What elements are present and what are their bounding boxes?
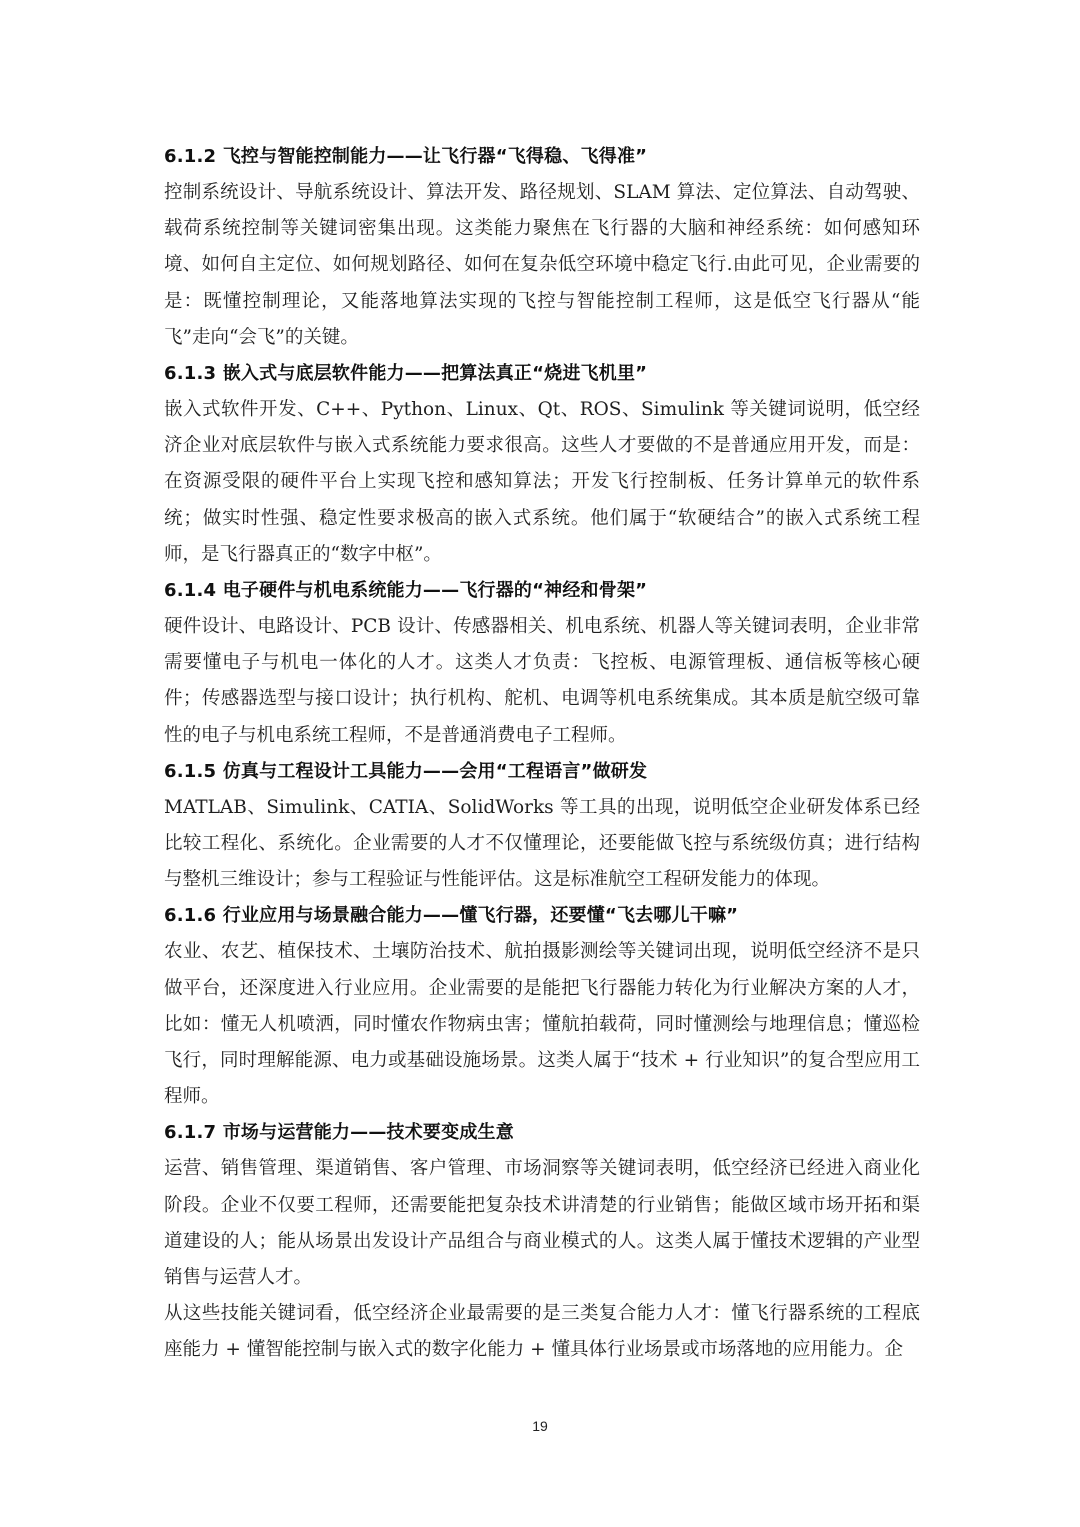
closing-paragraph: 从这些技能关键词看，低空经济企业最需要的是三类复合能力人才：懂飞行器系统的工程底座能力 + 懂智能控制与嵌入式的数字化能力 + 懂具体行业场景或市场落地的应用能力。企 <box>164 1303 920 1361</box>
section-6-1-3 <box>164 356 920 573</box>
section-body: 嵌入式软件开发、C++、Python、Linux、Qt、ROS、Simulink 等关键词说明，低空经济企业对底层软件与嵌入式系统能力要求很高。这些人才要做的不是普通应用开发，而是：在资源受限的硬件平台上实现飞控和感知算法；开发飞行控制板、任务计算单元的软件系统；做实时性强、稳定性要求极高的嵌入式系统。他们属于“软硬结合”的嵌入式系统工程师，是飞行器真正的“数字中枢”。 <box>164 399 920 565</box>
section-body: MATLAB、Simulink、CATIA、SolidWorks 等工具的出现，说明低空企业研发体系已经比较工程化、系统化。企业需要的人才不仅懂理论，还要能做飞控与系统级仿真；进行结构与整机三维设计；参与工程验证与性能评估。这是标准航空工程研发能力的体现。 <box>164 796 920 891</box>
section-6-1-6 <box>164 898 920 1115</box>
section-6-1-4 <box>164 573 920 754</box>
section-heading: 6.1.6 行业应用与场景融合能力——懂飞行器，还要懂“飞去哪儿干嘛” <box>164 905 739 927</box>
section-heading: 6.1.5 仿真与工程设计工具能力——会用“工程语言”做研发 <box>164 760 648 782</box>
section-body: 农业、农艺、植保技术、土壤防治技术、航拍摄影测绘等关键词出现，说明低空经济不是只做平台，还深度进入行业应用。企业需要的是能把飞行器能力转化为行业解决方案的人才，比如：懂无人机喷洒，同时懂农作物病虫害；懂航拍载荷，同时懂测绘与地理信息；懂巡检飞行，同时理解能源、电力或基础设施场景。这类人属于“技术 + 行业知识”的复合型应用工程师。 <box>164 941 920 1108</box>
section-body: 硬件设计、电路设计、PCB 设计、传感器相关、机电系统、机器人等关键词表明，企业非常需要懂电子与机电一体化的人才。这类人才负责：飞控板、电源管理板、通信板等核心硬件；传感器选型与接口设计；执行机构、舵机、电调等机电系统集成。其本质是航空级可靠性的电子与机电系统工程师，不是普通消费电子工程师。 <box>164 616 920 746</box>
section-6-1-7 <box>164 1115 920 1296</box>
section-body: 控制系统设计、导航系统设计、算法开发、路径规划、SLAM 算法、定位算法、自动驾驶、载荷系统控制等关键词密集出现。这类能力聚焦在飞行器的大脑和神经系统：如何感知环境、如何自主定位、如何规划路径、如何在复杂低空环境中稳定飞行.由此可见，企业需要的是：既懂控制理论，又能落地算法实现的飞控与智能控制工程师，这是低空飞行器从“能飞”走向“会飞”的关键。 <box>164 182 920 348</box>
page-number: 19 <box>532 1418 548 1434</box>
section-heading: 6.1.4 电子硬件与机电系统能力——飞行器的“神经和骨架” <box>164 580 648 602</box>
section-heading: 6.1.7 市场与运营能力——技术要变成生意 <box>164 1122 514 1144</box>
section-body: 运营、销售管理、渠道销售、客户管理、市场洞察等关键词表明，低空经济已经进入商业化阶段。企业不仅要工程师，还需要能把复杂技术讲清楚的行业销售；能做区域市场开拓和渠道建设的人；能从场景出发设计产品组合与商业模式的人。这类人属于懂技术逻辑的产业型销售与运营人才。 <box>164 1158 920 1289</box>
document-page <box>164 139 920 1369</box>
section-6-1-5 <box>164 754 920 899</box>
section-heading: 6.1.3 嵌入式与底层软件能力——把算法真正“烧进飞机里” <box>164 363 648 385</box>
section-6-1-2 <box>164 139 920 356</box>
section-heading: 6.1.2 飞控与智能控制能力——让飞行器“飞得稳、飞得准” <box>164 146 648 167</box>
